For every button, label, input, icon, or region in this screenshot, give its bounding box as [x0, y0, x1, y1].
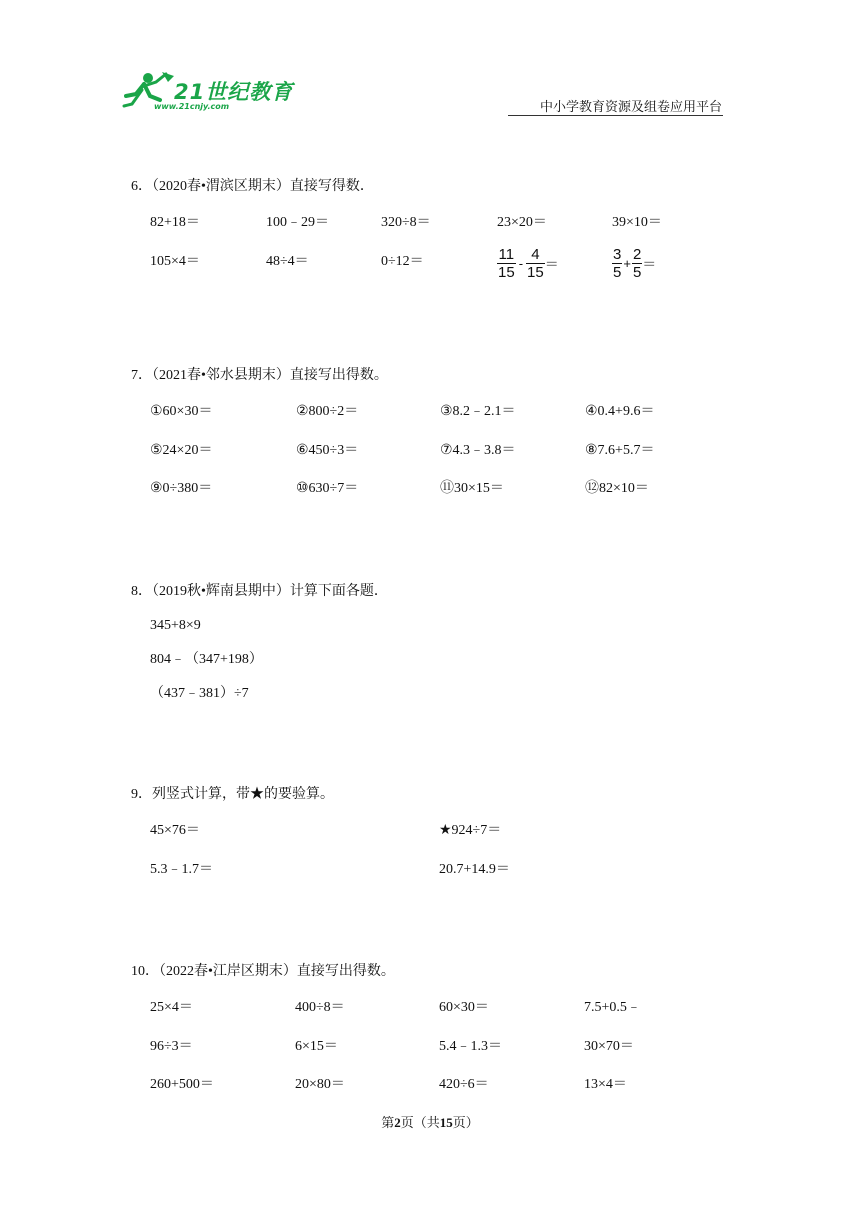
q7-item: ②800÷2＝ — [296, 404, 359, 419]
q7-item: ⑩630÷7＝ — [296, 481, 359, 496]
q7-title: 7．（2021春•邻水县期末）直接写出得数。 — [131, 368, 388, 383]
fraction — [526, 246, 545, 281]
brand-logo — [122, 70, 292, 116]
q9-item: ★924÷7＝ — [439, 823, 502, 838]
q9-item: 45×76＝ — [150, 823, 200, 838]
q6-item: 39×10＝ — [612, 215, 662, 230]
page-number-prefix: 第 — [381, 1115, 395, 1130]
q10-item: 96÷3＝ — [150, 1039, 193, 1054]
platform-name: 中小学教育资源及组卷应用平台 — [540, 100, 723, 115]
brand-url: www.21cnjy.com — [154, 102, 230, 111]
q6-fraction-expression-1 — [497, 246, 559, 281]
q10-item: 60×30＝ — [439, 1000, 489, 1015]
brand-text: 21世纪教育 — [174, 80, 294, 104]
fraction-denominator: 5 — [613, 264, 622, 281]
q10-item: 20×80＝ — [295, 1077, 345, 1092]
q6-item: 82+18＝ — [150, 215, 200, 230]
plus-sign: + — [623, 256, 631, 271]
q8-item: （437﹣381）÷7 — [150, 686, 249, 701]
q7-item: ⑪30×15＝ — [440, 481, 504, 496]
fraction-numerator: 2 — [632, 246, 642, 263]
q10-item: 5.4﹣1.3＝ — [439, 1039, 502, 1054]
q6-item: 320÷8＝ — [381, 215, 431, 230]
current-page: 2 — [394, 1115, 401, 1130]
total-pages: 15 — [439, 1115, 453, 1130]
q7-item: ⑫82×10＝ — [585, 481, 649, 496]
q8-title: 8．（2019秋•辉南县期中）计算下面各题． — [131, 584, 388, 599]
q7-item: ⑥450÷3＝ — [296, 443, 359, 458]
fraction-denominator: 15 — [498, 264, 515, 281]
q10-item: 25×4＝ — [150, 1000, 193, 1015]
q6-item: 105×4＝ — [150, 254, 200, 269]
fraction — [497, 246, 516, 281]
q8-item: 804﹣（347+198） — [150, 652, 263, 667]
header-divider — [508, 115, 723, 116]
fraction-denominator: 15 — [527, 264, 544, 281]
fraction-denominator: 5 — [632, 264, 642, 281]
q6-item: 23×20＝ — [497, 215, 547, 230]
minus-sign: - — [518, 256, 524, 271]
q7-item: ③8.2﹣2.1＝ — [440, 404, 516, 419]
equals-sign: ＝ — [544, 257, 559, 273]
q10-item: 7.5+0.5﹣ — [584, 1000, 641, 1015]
q7-item: ⑨0÷380＝ — [150, 481, 213, 496]
q6-item: 100﹣29＝ — [266, 215, 329, 230]
fraction — [632, 246, 642, 281]
q9-title: 9．列竖式计算，带★的要验算。 — [131, 787, 334, 802]
q7-item: ⑧7.6+5.7＝ — [585, 443, 655, 458]
q6-item: 0÷12＝ — [381, 254, 424, 269]
q10-item: 400÷8＝ — [295, 1000, 345, 1015]
q6-fraction-expression-2 — [612, 246, 656, 281]
fraction-numerator: 3 — [613, 246, 622, 263]
q10-title: 10．（2022春•江岸区期末）直接写出得数。 — [131, 964, 395, 979]
q6-title: 6．（2020春•渭滨区期末）直接写得数． — [131, 179, 374, 194]
page-number-middle: 页（共 — [400, 1115, 440, 1130]
q8-item: 345+8×9 — [150, 618, 201, 633]
page-number — [0, 1112, 860, 1131]
q10-item: 420÷6＝ — [439, 1077, 489, 1092]
q10-item: 260+500＝ — [150, 1077, 214, 1092]
equals-sign: ＝ — [642, 257, 657, 273]
q7-item: ①60×30＝ — [150, 404, 213, 419]
q10-item: 13×4＝ — [584, 1077, 627, 1092]
q10-item: 6×15＝ — [295, 1039, 338, 1054]
fraction-numerator: 4 — [526, 246, 545, 264]
q6-item: 48÷4＝ — [266, 254, 309, 269]
q9-item: 20.7+14.9＝ — [439, 862, 510, 877]
q7-item: ④0.4+9.6＝ — [585, 404, 655, 419]
q9-item: 5.3﹣1.7＝ — [150, 862, 213, 877]
q7-item: ⑦4.3﹣3.8＝ — [440, 443, 516, 458]
q10-item: 30×70＝ — [584, 1039, 634, 1054]
page-number-suffix: 页） — [452, 1115, 479, 1130]
q7-item: ⑤24×20＝ — [150, 443, 213, 458]
fraction-numerator: 11 — [498, 246, 515, 263]
fraction — [612, 246, 622, 281]
